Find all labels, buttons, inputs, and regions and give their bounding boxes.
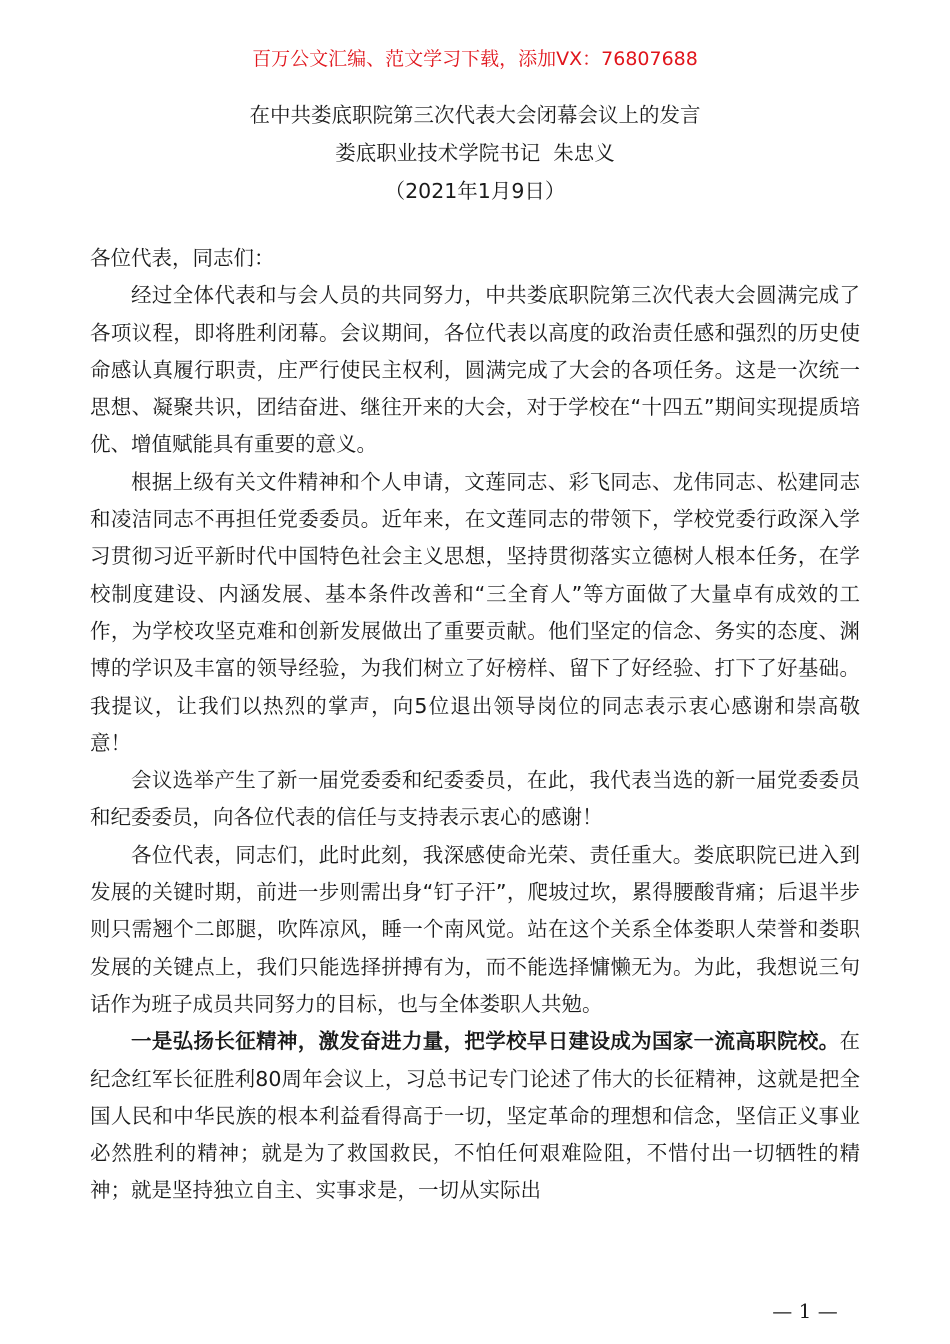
page-number: — 1 — — [772, 1299, 838, 1323]
paragraph-5-lead: 一是弘扬长征精神，激发奋进力量，把学校早日建设成为国家一流高职院校。 — [131, 1029, 840, 1054]
paragraph-5 — [90, 1023, 860, 1209]
paragraph-3: 会议选举产生了新一届党委委和纪委委员，在此，我代表当选的新一届党委委员和纪委委员，向各位代表的信任与支持表示衷心的感谢！ — [90, 768, 860, 830]
document-body — [90, 240, 860, 1210]
paragraph-2: 根据上级有关文件精神和个人申请，文莲同志、彩飞同志、龙伟同志、松建同志和凌洁同志不再担任党委委员。近年来，在文莲同志的带领下，学校党委行政深入学习贯彻习近平新时代中国特色社会主义思想，坚持贯彻落实立德树人根本任务，在学校制度建设、内涵发展、基本条件改善和“三全育人”等方面做了大量卓有成效的工作，为学校攻坚克难和创新发展做出了重要贡献。他们坚定的信念、务实的态度、渊博的学识及丰富的领导经验，为我们树立了好榜样、留下了好经验、打下了好基础。我提议，让我们以热烈的掌声，向5位退出领导岗位的同志表示衷心感谢和崇高敬意！ — [90, 469, 860, 755]
document-title: 在中共娄底职院第三次代表大会闭幕会议上的发言 — [249, 103, 701, 127]
paragraph-1: 经过全体代表和与会人员的共同努力，中共娄底职院第三次代表大会圆满完成了各项议程，即将胜利闭幕。会议期间，各位代表以高度的政治责任感和强烈的历史使命感认真履行职责，庄严行使民主权利，圆满完成了大会的各项任务。这是一次统一思想、凝聚共识，团结奋进、继往开来的大会，对于学校在“十四五”期间实现提质培优、增值赋能具有重要的意义。 — [90, 283, 860, 457]
salutation: 各位代表，同志们： — [90, 246, 275, 270]
watermark-banner: 百万公文汇编、范文学习下载，添加VX：76807688 — [252, 48, 698, 70]
paragraph-5-text: 在纪念红军长征胜利80周年会议上，习总书记专门论述了伟大的长征精神，这就是把全国人民和中华民族的根本利益看得高于一切，坚定革命的理想和信念，坚信正义事业必然胜利的精神；就是为了救国救民，不怕任何艰难险阻，不惜付出一切牺牲的精神；就是坚持独立自主、实事求是，一切从实际出 — [90, 1029, 860, 1203]
paragraph-4: 各位代表，同志们，此时此刻，我深感使命光荣、责任重大。娄底职院已进入到发展的关键时期，前进一步则需出身“钉子汗”，爬坡过坎，累得腰酸背痛；后退半步则只需翘个二郎腿，吹阵凉风，睡一个南风觉。站在这个关系全体娄职人荣誉和娄职发展的关键点上，我们只能选择拼搏有为，而不能选择慵懒无为。为此，我想说三句话作为班子成员共同努力的目标，也与全体娄职人共勉。 — [90, 842, 860, 1016]
speech-date: （2021年1月9日） — [384, 179, 566, 203]
document-header — [0, 96, 950, 210]
speaker-line: 娄底职业技术学院书记 朱忠义 — [335, 141, 615, 165]
